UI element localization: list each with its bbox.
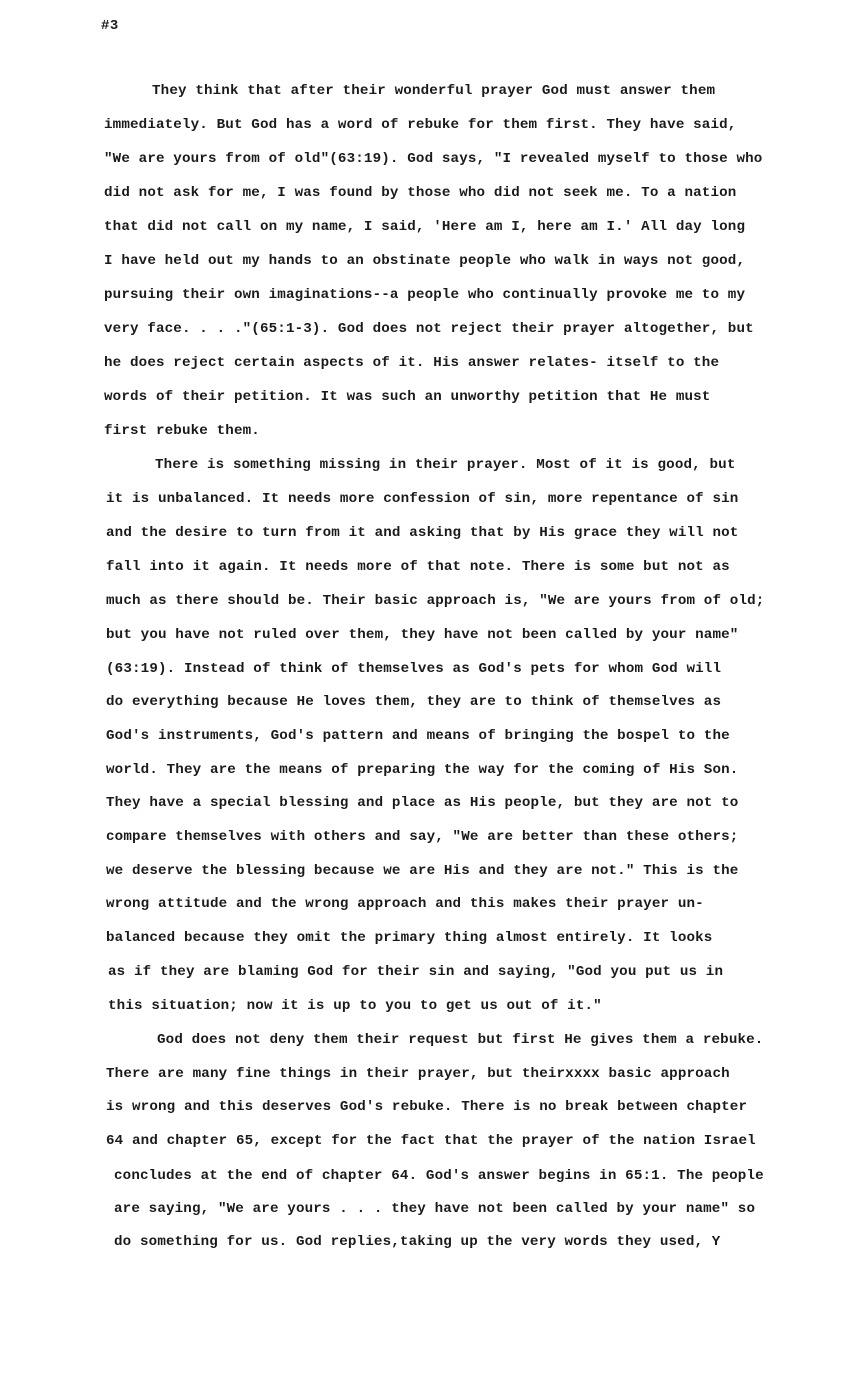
text-line: that did not call on my name, I said, 'Here am I, here am I.' All day long [104,219,746,235]
text-line: There is something missing in their prayer. Most of it is good, but [155,457,736,473]
text-line: I have held out my hands to an obstinate people who walk in ways not good, [104,253,746,269]
text-line: "We are yours from of old"(63:19). God says, "I revealed myself to those who [104,151,763,167]
text-line: very face. . . ."(65:1-3). God does not reject their prayer altogether, but [104,321,754,337]
text-line: do everything because He loves them, they are to think of themselves as [106,694,722,710]
text-line: There are many fine things in their prayer, but theirxxxx basic approach [106,1066,730,1082]
text-line: is wrong and this deserves God's rebuke. There is no break between chapter [106,1099,748,1115]
text-line: but you have not ruled over them, they have not been called by your name" [106,627,739,643]
text-line: he does reject certain aspects of it. His answer relates- itself to the [104,355,720,371]
text-line: this situation; now it is up to you to get us out of it." [108,998,602,1014]
text-line: God's instruments, God's pattern and means of bringing the bospel to the [106,728,730,744]
text-line: compare themselves with others and say, "We are better than these others; [106,829,739,845]
page-number: #3 [101,18,119,34]
text-line: much as there should be. Their basic approach is, "We are yours from of old; [106,593,765,609]
text-line: did not ask for me, I was found by those who did not seek me. To a nation [104,185,737,201]
text-line: world. They are the means of preparing the way for the coming of His Son. [106,762,739,778]
text-line: They have a special blessing and place as His people, but they are not to [106,795,739,811]
text-line: pursuing their own imaginations--a people who continually provoke me to my [104,287,746,303]
text-line: it is unbalanced. It needs more confession of sin, more repentance of sin [106,491,739,507]
text-line: as if they are blaming God for their sin and saying, "God you put us in [108,964,724,980]
text-line: They think that after their wonderful prayer God must answer them [152,83,716,99]
text-line: and the desire to turn from it and asking that by His grace they will not [106,525,739,541]
text-line: 64 and chapter 65, except for the fact that the prayer of the nation Israel [106,1133,756,1149]
text-line: balanced because they omit the primary thing almost entirely. It looks [106,930,713,946]
text-line: we deserve the blessing because we are His and they are not." This is the [106,863,739,879]
text-line: wrong attitude and the wrong approach and this makes their prayer un- [106,896,704,912]
text-line: God does not deny them their request but first He gives them a rebuke. [157,1032,764,1048]
text-line: first rebuke them. [104,423,260,439]
text-line: fall into it again. It needs more of that note. There is some but not as [106,559,730,575]
text-line: immediately. But God has a word of rebuke for them first. They have said, [104,117,737,133]
text-line: words of their petition. It was such an unworthy petition that He must [104,389,711,405]
text-line: do something for us. God replies,taking up the very words they used, Y [114,1234,721,1250]
text-line: are saying, "We are yours . . . they have not been called by your name" so [114,1201,756,1217]
text-line: (63:19). Instead of think of themselves as God's pets for whom God will [106,661,722,677]
text-line: concludes at the end of chapter 64. God's answer begins in 65:1. The people [114,1168,764,1184]
